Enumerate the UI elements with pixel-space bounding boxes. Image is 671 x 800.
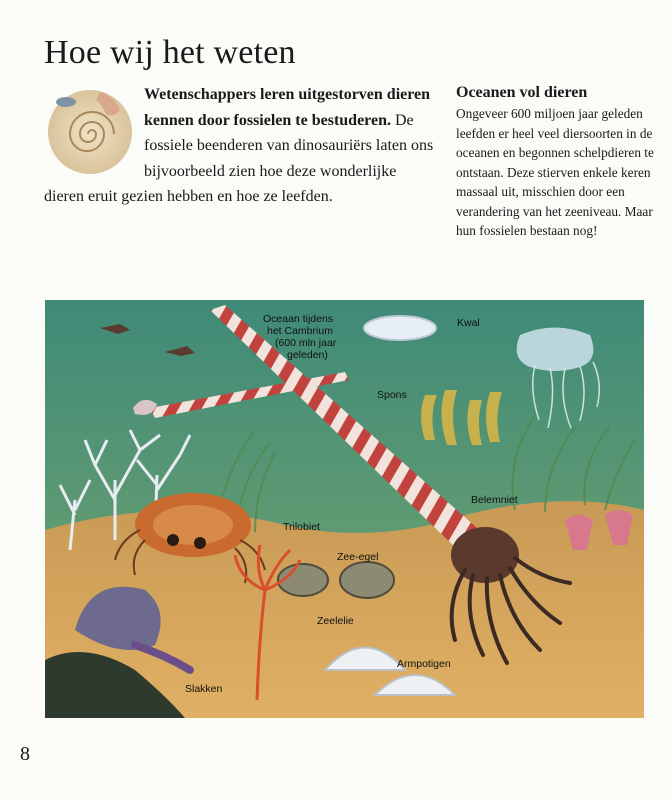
label-zee-egel: Zee-egel	[337, 551, 379, 563]
intro-lead: Wetenschappers leren uitgestorven dieren kennen door fossielen te bestuderen.	[144, 86, 431, 129]
page-title: Hoe wij het weten	[44, 34, 296, 71]
label-slakken: Slakken	[185, 683, 223, 695]
intro-paragraph	[44, 82, 434, 210]
label-spons: Spons	[377, 389, 407, 401]
cambrian-ocean-illustration	[45, 300, 644, 718]
label-trilobiet: Trilobiet	[283, 521, 320, 533]
label-armpotigen: Armpotigen	[397, 658, 451, 670]
label-ocean-line4: geleden)	[287, 349, 328, 361]
sidebar-heading: Oceanen vol dieren	[456, 84, 588, 101]
label-kwal: Kwal	[457, 317, 480, 329]
label-ocean-line2: het Cambrium	[267, 325, 333, 337]
intro-body: De fossiele beenderen van dinosauriërs laten ons bijvoorbeeld zien hoe deze wonderlijke dieren eruit gezien hebben en hoe ze leefden.	[44, 111, 434, 205]
label-belemniet: Belemniet	[471, 494, 518, 506]
page-number: 8	[20, 743, 30, 765]
label-ocean-line1: Oceaan tijdens	[263, 313, 334, 325]
label-ocean-line3: (600 mln jaar	[275, 337, 337, 349]
sidebar-text: Ongeveer 600 miljoen jaar geleden leefden er heel veel diersoorten in de oceanen en begonnen schelpdieren te ontstaan. Deze stierven enkele keren massaal uit, misschien door een verandering van het zeeniveau. Maar hun fossielen bestaan nog!	[456, 106, 654, 238]
label-zeelelie: Zeelelie	[317, 615, 354, 627]
sidebar-box	[456, 84, 661, 241]
